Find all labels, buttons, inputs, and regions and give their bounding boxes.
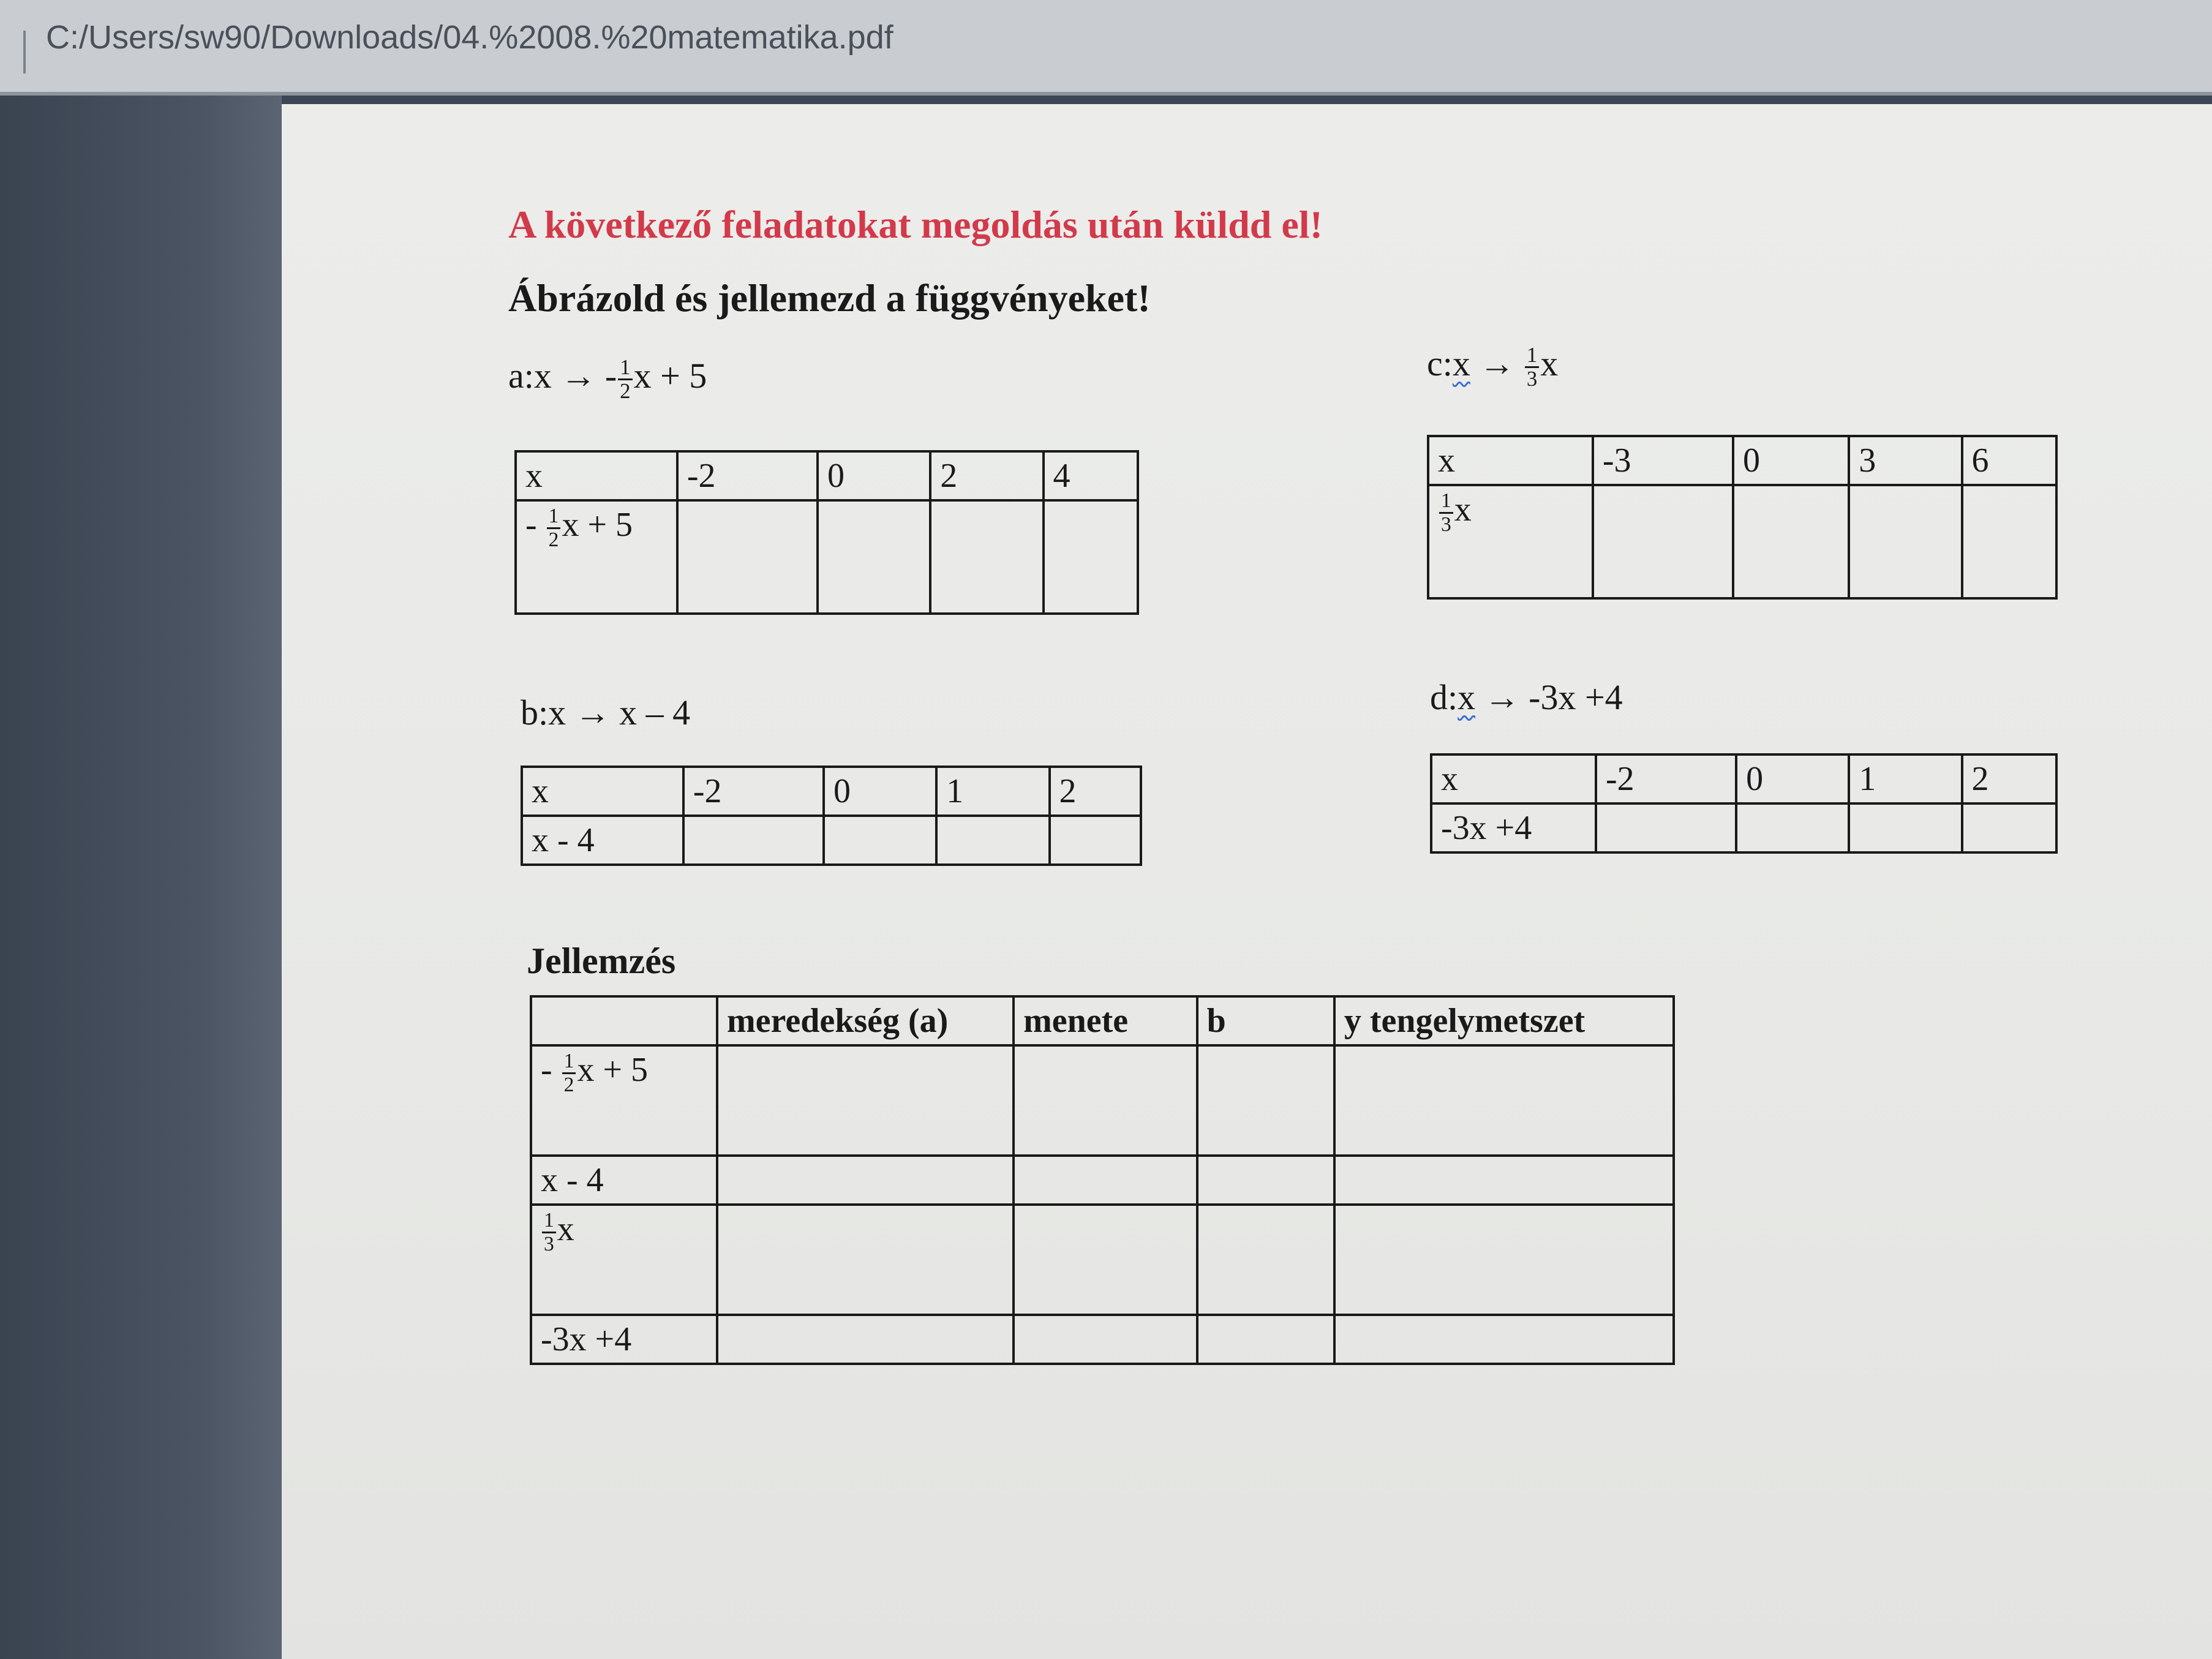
table-a-header-2: 0 — [818, 451, 930, 500]
function-d-label: d:x → -3x +4 — [1430, 677, 1623, 717]
table-d-cell[interactable] — [1596, 803, 1736, 852]
table-b-cell[interactable] — [1050, 816, 1142, 865]
char-cell[interactable] — [717, 1045, 1014, 1156]
table-d-header-3: 1 — [1849, 754, 1962, 803]
char-cell[interactable] — [1334, 1045, 1674, 1156]
pdf-page — [282, 104, 2212, 1659]
table-a-cell[interactable] — [677, 500, 818, 614]
table-c-header-4: 6 — [1962, 436, 2056, 485]
char-cell[interactable] — [717, 1205, 1014, 1315]
value-table-a — [514, 450, 1139, 615]
address-bar-separator — [23, 31, 26, 73]
function-b-label: b:x → x – 4 — [521, 693, 691, 732]
char-cell[interactable] — [1334, 1156, 1674, 1205]
char-row-label-0: - $\frac{1}{2}$ x + 5 — [531, 1045, 717, 1156]
table-a-header-3: 2 — [930, 451, 1043, 500]
task-heading: Ábrázold és jellemezd a függvényeket! — [508, 276, 1151, 320]
char-cell[interactable] — [1334, 1205, 1674, 1315]
table-a-cell[interactable] — [1044, 500, 1138, 614]
char-row-label-1: x - 4 — [531, 1156, 717, 1205]
function-c-label: c:x → $\frac{1}{3}$ x — [1427, 342, 1559, 391]
char-cell[interactable] — [717, 1315, 1014, 1364]
table-a-row-label: - $\frac{1}{2}$ x + 5 — [516, 500, 677, 614]
table-a-header-4: 4 — [1044, 451, 1138, 500]
fraction: $\frac{1}{2}$ — [562, 1050, 576, 1096]
table-c-header-1: -3 — [1593, 436, 1733, 485]
table-b-header-2: 0 — [824, 767, 936, 816]
function-a-label: a:x → - $\frac{1}{2}$ x + 5 — [508, 355, 707, 404]
table-c-cell[interactable] — [1962, 485, 2056, 598]
table-b-cell[interactable] — [683, 816, 824, 865]
char-header-1: meredekség (a) — [717, 996, 1014, 1045]
characterization-table — [530, 995, 1675, 1365]
char-cell[interactable] — [1014, 1156, 1197, 1205]
fraction: $\frac{1}{2}$ — [547, 505, 561, 551]
table-d-row-label: -3x +4 — [1431, 803, 1596, 852]
char-cell[interactable] — [1197, 1205, 1334, 1315]
char-header-0 — [531, 996, 717, 1045]
table-b-header-4: 2 — [1050, 767, 1142, 816]
table-d-cell[interactable] — [1849, 803, 1962, 852]
table-a-header-1: -2 — [677, 451, 818, 500]
instruction-heading: A következő feladatokat megoldás után küldd el! — [508, 203, 1323, 246]
char-header-3: b — [1197, 996, 1334, 1045]
char-cell[interactable] — [1014, 1045, 1197, 1156]
fraction: $\frac{1}{2}$ — [618, 356, 632, 403]
table-d-cell[interactable] — [1736, 803, 1849, 852]
table-b-cell[interactable] — [936, 816, 1049, 865]
viewer-side-panel — [0, 96, 282, 1659]
table-c-header-2: 0 — [1733, 436, 1849, 485]
table-d-header-1: -2 — [1596, 754, 1736, 803]
char-cell[interactable] — [1014, 1315, 1197, 1364]
fraction: $\frac{1}{3}$ — [1525, 344, 1539, 391]
table-c-row-label: $\frac{1}{3}$ x — [1428, 485, 1593, 598]
char-cell[interactable] — [1334, 1315, 1674, 1364]
table-b-header-1: -2 — [683, 767, 824, 816]
fraction: $\frac{1}{3}$ — [542, 1209, 556, 1255]
table-b-row-label: x - 4 — [522, 816, 683, 865]
char-cell[interactable] — [717, 1156, 1014, 1205]
table-b-header-0: x — [522, 767, 683, 816]
table-a-cell[interactable] — [818, 500, 930, 614]
table-c-cell[interactable] — [1733, 485, 1849, 598]
table-c-cell[interactable] — [1849, 485, 1962, 598]
char-cell[interactable] — [1197, 1156, 1334, 1205]
char-row-label-2: $\frac{1}{3}$ x — [531, 1205, 717, 1315]
value-table-d — [1430, 753, 2058, 854]
table-b-cell[interactable] — [824, 816, 936, 865]
char-cell[interactable] — [1014, 1205, 1197, 1315]
table-c-header-0: x — [1428, 436, 1593, 485]
table-d-header-2: 0 — [1736, 754, 1849, 803]
char-cell[interactable] — [1197, 1045, 1334, 1156]
table-c-header-3: 3 — [1849, 436, 1962, 485]
char-header-4: y tengelymetszet — [1334, 996, 1674, 1045]
table-b-header-3: 1 — [936, 767, 1049, 816]
table-a-cell[interactable] — [930, 500, 1043, 614]
table-c-cell[interactable] — [1593, 485, 1733, 598]
fraction: $\frac{1}{3}$ — [1439, 490, 1453, 535]
char-row-label-3: -3x +4 — [531, 1315, 717, 1364]
char-cell[interactable] — [1197, 1315, 1334, 1364]
value-table-b — [521, 766, 1142, 866]
table-d-header-4: 2 — [1962, 754, 2056, 803]
char-header-2: menete — [1014, 996, 1197, 1045]
value-table-c — [1427, 435, 2058, 600]
table-d-header-0: x — [1431, 754, 1596, 803]
address-url[interactable]: C:/Users/sw90/Downloads/04.%2008.%20matematika.pdf — [46, 19, 893, 56]
table-d-cell[interactable] — [1962, 803, 2056, 852]
characterization-title: Jellemzés — [527, 941, 676, 981]
table-a-header-0: x — [516, 451, 677, 500]
address-bar[interactable] — [0, 0, 2212, 96]
